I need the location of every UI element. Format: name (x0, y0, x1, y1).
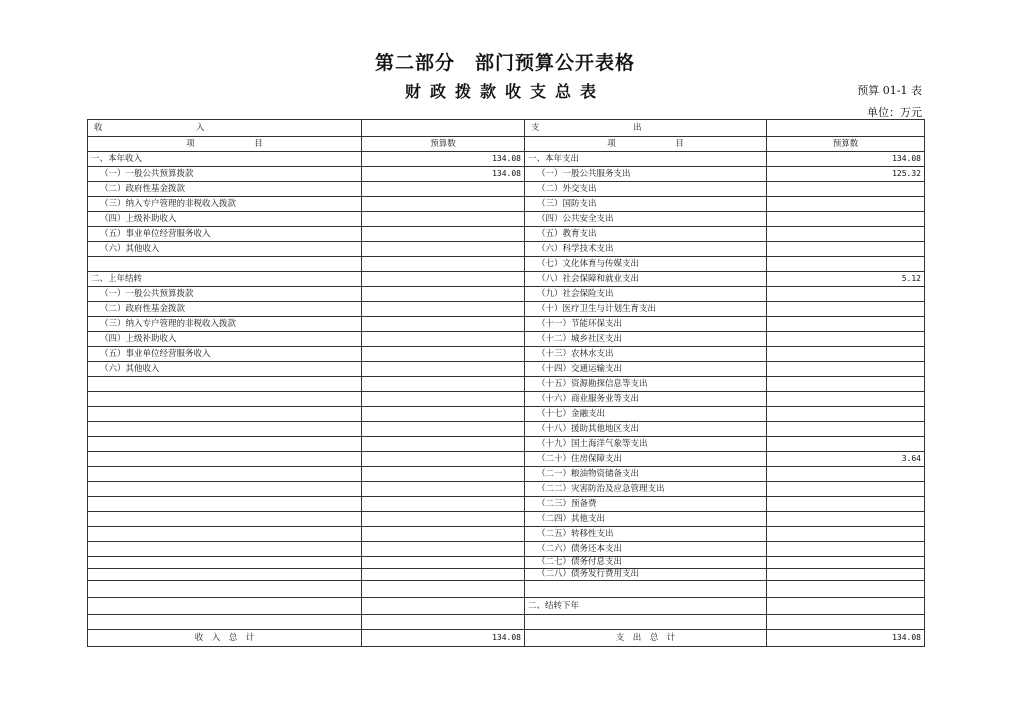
income-budget-cell (362, 212, 525, 227)
income-item-header: 项 目 (88, 137, 362, 152)
expense-item-cell: 一、本年支出 (525, 152, 767, 167)
expense-item-cell: （十九）国土海洋气象等支出 (525, 437, 767, 452)
table-title: 财政拨款收支总表 (404, 82, 605, 101)
expense-item-cell: 二、结转下年 (525, 598, 767, 615)
income-budget-cell (362, 182, 525, 197)
income-item-cell: （一）一般公共预算拨款 (88, 287, 362, 302)
expense-budget-cell (767, 581, 925, 598)
income-item-cell: （二）政府性基金拨款 (88, 182, 362, 197)
income-item-cell (88, 407, 362, 422)
income-budget-cell (362, 332, 525, 347)
table-row (88, 227, 925, 242)
income-item-cell (88, 437, 362, 452)
expense-budget-cell (767, 257, 925, 272)
table-row (88, 569, 925, 581)
expense-budget-cell: 125.32 (767, 167, 925, 182)
income-budget-header: 预算数 (362, 137, 525, 152)
table-row (88, 332, 925, 347)
expense-item-cell: （十二）城乡社区支出 (525, 332, 767, 347)
expense-budget-cell (767, 287, 925, 302)
table-row (88, 598, 925, 615)
budget-table-body (88, 120, 925, 647)
table-header-row (88, 120, 925, 137)
expense-total-label: 支 出 总 计 (525, 630, 767, 647)
income-item-cell: （一）一般公共预算拨款 (88, 167, 362, 182)
income-item-cell (88, 467, 362, 482)
expense-item-cell (525, 581, 767, 598)
table-row (88, 257, 925, 272)
income-budget-cell (362, 581, 525, 598)
expense-budget-cell: 134.08 (767, 152, 925, 167)
table-row (88, 512, 925, 527)
income-budget-cell (362, 512, 525, 527)
income-budget-cell (362, 557, 525, 569)
income-item-cell: （四）上级补助收入 (88, 212, 362, 227)
expense-budget-cell (767, 407, 925, 422)
expense-header-blank (767, 120, 925, 137)
income-item-cell (88, 527, 362, 542)
income-budget-cell (362, 542, 525, 557)
expense-item-cell: （二一）粮油物资储备支出 (525, 467, 767, 482)
income-budget-cell: 134.08 (362, 167, 525, 182)
income-item-cell (88, 569, 362, 581)
income-item-cell (88, 598, 362, 615)
income-item-cell (88, 542, 362, 557)
expense-item-cell: （二四）其他支出 (525, 512, 767, 527)
income-header: 收 入 (88, 120, 362, 137)
page-title: 第二部分 部门预算公开表格 (374, 52, 635, 74)
income-item-cell (88, 257, 362, 272)
expense-item-cell: （十五）资源勘探信息等支出 (525, 377, 767, 392)
income-total-label: 收 入 总 计 (88, 630, 362, 647)
expense-budget-cell (767, 182, 925, 197)
expense-item-cell: （十八）援助其他地区支出 (525, 422, 767, 437)
expense-item-cell: （六）科学技术支出 (525, 242, 767, 257)
table-row (88, 452, 925, 467)
expense-budget-cell (767, 557, 925, 569)
expense-budget-cell: 5.12 (767, 272, 925, 287)
table-row (88, 287, 925, 302)
expense-budget-cell (767, 527, 925, 542)
expense-item-cell: （十六）商业服务业等支出 (525, 392, 767, 407)
expense-budget-cell (767, 467, 925, 482)
income-item-cell (88, 581, 362, 598)
expense-budget-cell (767, 227, 925, 242)
income-item-cell: （六）其他收入 (88, 242, 362, 257)
table-row (88, 167, 925, 182)
table-row (88, 392, 925, 407)
income-budget-cell (362, 452, 525, 467)
income-budget-cell (362, 287, 525, 302)
income-item-cell (88, 557, 362, 569)
income-budget-cell (362, 347, 525, 362)
expense-item-cell: （二五）转移性支出 (525, 527, 767, 542)
income-budget-cell (362, 422, 525, 437)
income-budget-cell (362, 569, 525, 581)
table-row (88, 272, 925, 287)
expense-budget-cell (767, 347, 925, 362)
expense-item-cell: （三）国防支出 (525, 197, 767, 212)
expense-budget-cell: 3.64 (767, 452, 925, 467)
table-row (88, 482, 925, 497)
expense-item-cell: （十三）农林水支出 (525, 347, 767, 362)
table-row (88, 362, 925, 377)
expense-item-cell: （十一）节能环保支出 (525, 317, 767, 332)
income-budget-cell (362, 242, 525, 257)
expense-budget-cell (767, 569, 925, 581)
expense-item-cell: （二）外交支出 (525, 182, 767, 197)
income-budget-cell (362, 437, 525, 452)
table-row (88, 377, 925, 392)
table-row (88, 557, 925, 569)
income-budget-cell (362, 272, 525, 287)
expense-item-cell: （二七）债务付息支出 (525, 557, 767, 569)
income-total-value: 134.08 (362, 630, 525, 647)
expense-item-cell: （二三）预备费 (525, 497, 767, 512)
expense-budget-header: 预算数 (767, 137, 925, 152)
expense-item-cell: （八）社会保障和就业支出 (525, 272, 767, 287)
income-header-blank (362, 120, 525, 137)
table-row (88, 437, 925, 452)
expense-item-cell: （十四）交通运输支出 (525, 362, 767, 377)
unit-label: 单位：万元 (867, 106, 922, 119)
income-item-cell: （五）事业单位经营服务收入 (88, 347, 362, 362)
income-budget-cell (362, 392, 525, 407)
table-row (88, 242, 925, 257)
income-budget-cell (362, 497, 525, 512)
expense-budget-cell (767, 332, 925, 347)
expense-budget-cell (767, 598, 925, 615)
total-row (88, 630, 925, 647)
expense-item-cell: （七）文化体育与传媒支出 (525, 257, 767, 272)
expense-budget-cell (767, 542, 925, 557)
expense-item-cell: （二十）住房保障支出 (525, 452, 767, 467)
expense-budget-cell (767, 482, 925, 497)
table-row (88, 615, 925, 630)
expense-budget-cell (767, 422, 925, 437)
expense-item-cell (525, 615, 767, 630)
expense-budget-cell (767, 377, 925, 392)
expense-budget-cell (767, 212, 925, 227)
expense-header: 支 出 (525, 120, 767, 137)
income-item-cell: （四）上级补助收入 (88, 332, 362, 347)
income-item-cell: （二）政府性基金拨款 (88, 302, 362, 317)
income-item-cell (88, 497, 362, 512)
expense-item-cell: （四）公共安全支出 (525, 212, 767, 227)
income-budget-cell (362, 362, 525, 377)
table-row (88, 317, 925, 332)
expense-item-cell: （十）医疗卫生与计划生育支出 (525, 302, 767, 317)
income-item-cell (88, 512, 362, 527)
table-row (88, 422, 925, 437)
income-item-cell (88, 392, 362, 407)
table-row (88, 527, 925, 542)
income-budget-cell (362, 598, 525, 615)
income-item-cell: （五）事业单位经营服务收入 (88, 227, 362, 242)
expense-budget-cell (767, 497, 925, 512)
table-row (88, 152, 925, 167)
expense-item-cell: （二八）债务发行费用支出 (525, 569, 767, 581)
income-budget-cell (362, 227, 525, 242)
expense-budget-cell (767, 437, 925, 452)
expense-item-cell: （二六）债务还本支出 (525, 542, 767, 557)
expense-budget-cell (767, 302, 925, 317)
expense-item-cell: （十七）金融支出 (525, 407, 767, 422)
expense-budget-cell (767, 317, 925, 332)
income-item-cell: 二、上年结转 (88, 272, 362, 287)
income-budget-cell (362, 302, 525, 317)
expense-item-cell: （一）一般公共服务支出 (525, 167, 767, 182)
expense-budget-cell (767, 512, 925, 527)
income-item-cell (88, 422, 362, 437)
income-budget-cell (362, 482, 525, 497)
expense-budget-cell (767, 392, 925, 407)
column-header-row (88, 137, 925, 152)
income-item-cell (88, 377, 362, 392)
income-budget-cell (362, 377, 525, 392)
income-item-cell (88, 482, 362, 497)
income-budget-cell (362, 467, 525, 482)
income-budget-cell (362, 615, 525, 630)
table-row (88, 182, 925, 197)
table-row (88, 212, 925, 227)
income-item-cell (88, 452, 362, 467)
table-row (88, 497, 925, 512)
table-row (88, 197, 925, 212)
table-row (88, 302, 925, 317)
income-item-cell: 一、本年收入 (88, 152, 362, 167)
table-row (88, 407, 925, 422)
income-item-cell: （六）其他收入 (88, 362, 362, 377)
income-budget-cell (362, 317, 525, 332)
income-budget-cell (362, 527, 525, 542)
table-row (88, 542, 925, 557)
expense-budget-cell (767, 197, 925, 212)
form-number: 预算 01-1 表 (857, 84, 922, 97)
expense-budget-cell (767, 615, 925, 630)
income-budget-cell (362, 257, 525, 272)
income-budget-cell (362, 407, 525, 422)
expense-budget-cell (767, 242, 925, 257)
table-row (88, 347, 925, 362)
income-item-cell (88, 615, 362, 630)
expense-budget-cell (767, 362, 925, 377)
table-row (88, 581, 925, 598)
table-row (88, 467, 925, 482)
budget-table (87, 119, 925, 647)
income-item-cell: （三）纳入专户管理的非税收入拨款 (88, 317, 362, 332)
expense-item-cell: （二二）灾害防治及应急管理支出 (525, 482, 767, 497)
income-budget-cell: 134.08 (362, 152, 525, 167)
expense-total-value: 134.08 (767, 630, 925, 647)
income-item-cell: （三）纳入专户管理的非税收入拨款 (88, 197, 362, 212)
income-budget-cell (362, 197, 525, 212)
expense-item-cell: （九）社会保险支出 (525, 287, 767, 302)
expense-item-cell: （五）教育支出 (525, 227, 767, 242)
expense-item-header: 项 目 (525, 137, 767, 152)
